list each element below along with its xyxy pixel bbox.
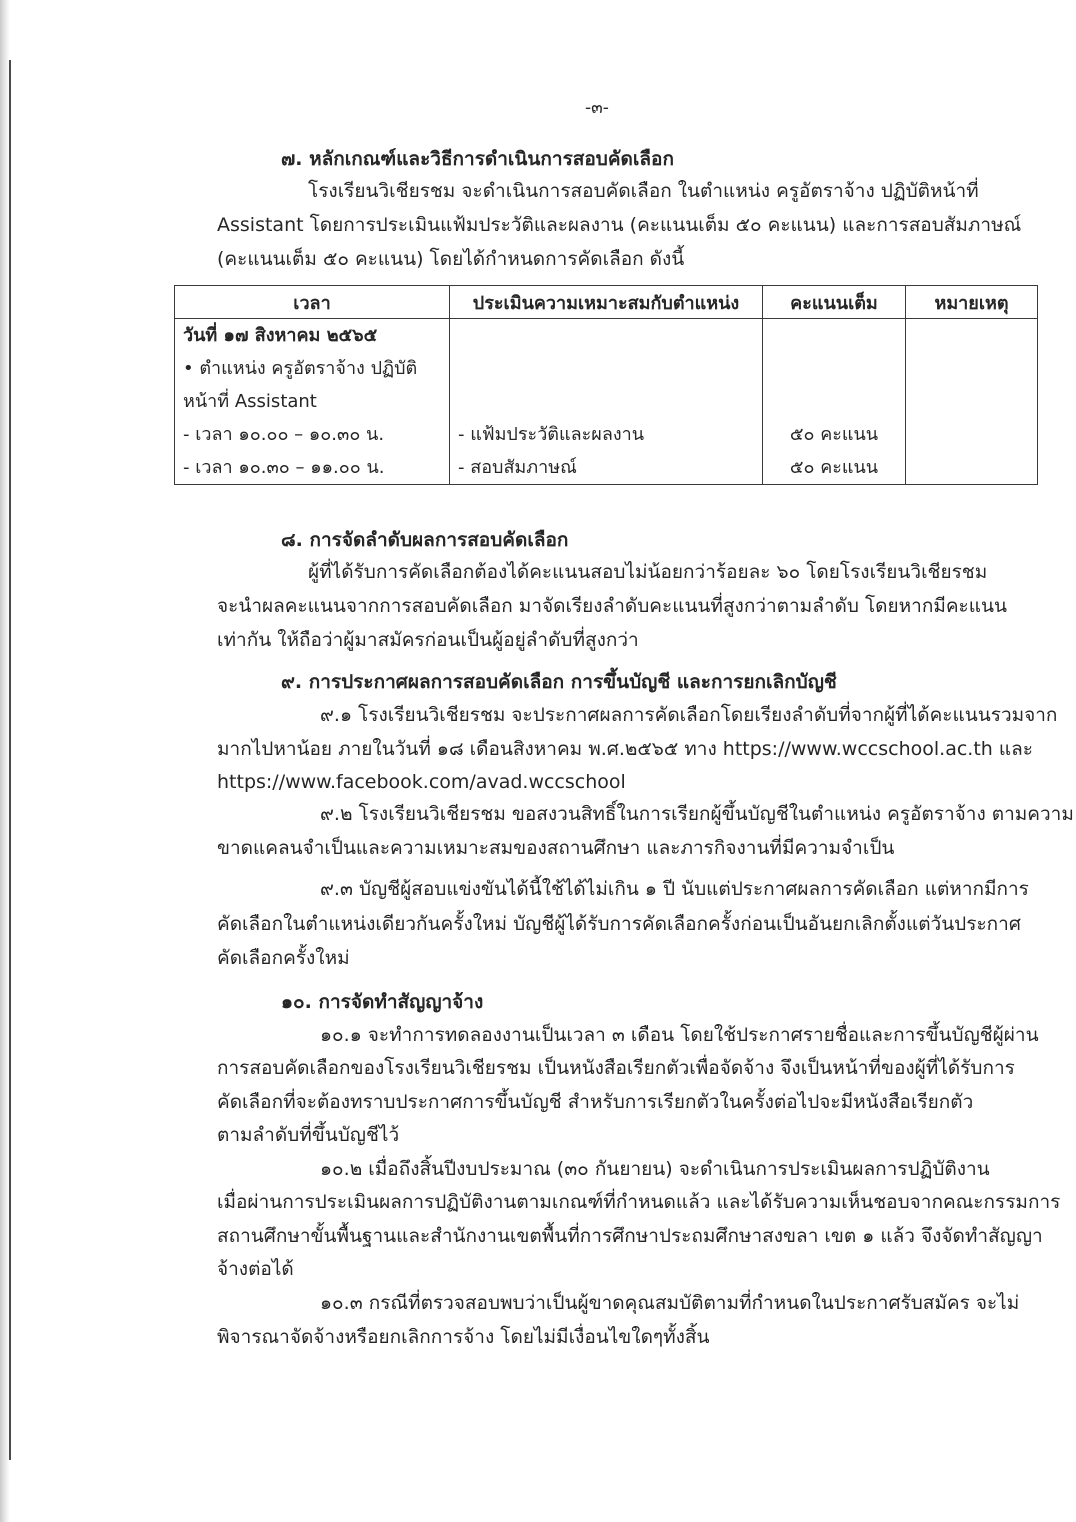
header-time: เวลา: [175, 286, 450, 319]
section10-heading: ๑๐. การจัดทำสัญญาจ้าง: [281, 991, 484, 1013]
section8-line: ผู้ที่ได้รับการคัดเลือกต้องได้คะแนนสอบไม่น้อยกว่าร้อยละ ๖๐ โดยโรงเรียนวิเชียรชม: [308, 561, 988, 583]
section7-line: (คะแนนเต็ม ๕๐ คะแนน) โดยได้กำหนดการคัดเลือก ดังนี้: [217, 248, 685, 270]
section8-heading: ๘. การจัดลำดับผลการสอบคัดเลือก: [281, 529, 569, 551]
section9-heading: ๙. การประกาศผลการสอบคัดเลือก การขึ้นบัญชี และการยกเลิกบัญชี: [281, 671, 837, 693]
section10-2-line: สถานศึกษาขั้นพื้นฐานและสำนักงานเขตพื้นที่การศึกษาประถมศึกษาสงขลา เขต ๑ แล้ว จึงจัดทำสัญญา: [217, 1225, 1043, 1247]
time-slot: - เวลา ๑๐.๐๐ – ๑๐.๓๐ น.: [183, 424, 385, 445]
full-score: ๕๐ คะแนน: [789, 457, 879, 478]
header-evaluation: ประเมินความเหมาะสมกับตำแหน่ง: [450, 286, 763, 319]
evaluation-item: - แฟ้มประวัติและผลงาน: [458, 424, 645, 445]
score-cell: [763, 319, 906, 485]
section10-1-line: คัดเลือกที่จะต้องทราบประกาศการขึ้นบัญชี สำหรับการเรียกตัวในครั้งต่อไปจะมีหนังสือเรียกตัว: [217, 1091, 974, 1113]
time-cell: [175, 319, 450, 485]
evaluation-cell: [450, 319, 763, 485]
section10-1-line: ตามลำดับที่ขึ้นบัญชีไว้: [217, 1124, 400, 1146]
evaluation-item: - สอบสัมภาษณ์: [458, 457, 577, 478]
section9-2-line: ๙.๒ โรงเรียนวิเชียรชม ขอสงวนสิทธิ์ในการเรียกผู้ขึ้นบัญชีในตำแหน่ง ครูอัตราจ้าง ตามความ: [320, 803, 1074, 825]
page-number: -๓-: [585, 98, 609, 118]
section8-line: จะนำผลคะแนนจากการสอบคัดเลือก มาจัดเรียงลำดับคะแนนที่สูงกว่าตามลำดับ โดยหากมีคะแนน: [217, 595, 1007, 617]
section9-2-line: ขาดแคลนจำเป็นและความเหมาะสมของสถานศึกษา และภารกิจงานที่มีความจำเป็น: [217, 837, 895, 859]
page-shadow: [9, 60, 11, 1460]
schedule-table: [174, 285, 1038, 485]
position-line: หน้าที่ Assistant: [183, 391, 317, 412]
section9-3-line: ๙.๓ บัญชีผู้สอบแข่งขันได้นี้ใช้ได้ไม่เกิน ๑ ปี นับแต่ประกาศผลการคัดเลือก แต่หากมีการ: [320, 878, 1029, 900]
section7-line: โรงเรียนวิเชียรชม จะดำเนินการสอบคัดเลือก ในตำแหน่ง ครูอัตราจ้าง ปฏิบัติหน้าที่: [308, 180, 979, 202]
section9-1-line: ๙.๑ โรงเรียนวิเชียรชม จะประกาศผลการคัดเลือกโดยเรียงลำดับที่จากผู้ที่ได้คะแนนรวมจาก: [320, 704, 1058, 726]
section10-3-line: พิจารณาจัดจ้างหรือยกเลิกการจ้าง โดยไม่มีเงื่อนไขใดๆทั้งสิ้น: [217, 1326, 710, 1348]
section9-3-line: คัดเลือกในตำแหน่งเดียวกันครั้งใหม่ บัญชีผู้ได้รับการคัดเลือกครั้งก่อนเป็นอันยกเลิกตั้งแต่วันประกาศ: [217, 913, 1021, 935]
table-row: [175, 319, 1038, 485]
section7-line: Assistant โดยการประเมินแฟ้มประวัติและผลงาน (คะแนนเต็ม ๕๐ คะแนน) และการสอบสัมภาษณ์: [217, 214, 1022, 236]
section8-line: เท่ากัน ให้ถือว่าผู้มาสมัครก่อนเป็นผู้อยู่ลำดับที่สูงกว่า: [217, 629, 639, 651]
schedule-date: วันที่ ๑๗ สิงหาคม ๒๕๖๕: [183, 325, 378, 346]
section9-1-line: มากไปหาน้อย ภายในวันที่ ๑๘ เดือนสิงหาคม พ.ศ.๒๕๖๕ ทาง https://www.wccschool.ac.th และ: [217, 738, 1033, 760]
time-slot: - เวลา ๑๐.๓๐ – ๑๑.๐๐ น.: [183, 457, 385, 478]
position-line: • ตำแหน่ง ครูอัตราจ้าง ปฏิบัติ: [183, 358, 418, 379]
section10-1-line: ๑๐.๑ จะทำการทดลองงานเป็นเวลา ๓ เดือน โดยใช้ประกาศรายชื่อและการขึ้นบัญชีผู้ผ่าน: [320, 1024, 1039, 1046]
header-note: หมายเหตุ: [906, 286, 1038, 319]
section10-2-line: จ้างต่อได้: [217, 1258, 294, 1280]
full-score: ๕๐ คะแนน: [789, 424, 879, 445]
section10-1-line: การสอบคัดเลือกของโรงเรียนวิเชียรชม เป็นหนังสือเรียกตัวเพื่อจัดจ้าง จึงเป็นหน้าที่ของผู้ที่ได้รับการ: [217, 1057, 1015, 1079]
section9-3-line: คัดเลือกครั้งใหม่: [217, 947, 350, 969]
section7-heading: ๗. หลักเกณฑ์และวิธีการดำเนินการสอบคัดเลือก: [281, 148, 674, 170]
header-full-score: คะแนนเต็ม: [763, 286, 906, 319]
section9-1-line: https://www.facebook.com/avad.wccschool: [217, 771, 626, 793]
section10-3-line: ๑๐.๓ กรณีที่ตรวจสอบพบว่าเป็นผู้ขาดคุณสมบัติตามที่กำหนดในประกาศรับสมัคร จะไม่: [320, 1292, 1020, 1314]
section10-2-line: เมื่อผ่านการประเมินผลการปฏิบัติงานตามเกณฑ์ที่กำหนดแล้ว และได้รับความเห็นชอบจากคณะกรรมการ: [217, 1191, 1061, 1213]
table-header-row: [175, 286, 1038, 319]
note-cell: [906, 319, 1038, 485]
section10-2-line: ๑๐.๒ เมื่อถึงสิ้นปีงบประมาณ (๓๐ กันยายน) จะดำเนินการประเมินผลการปฏิบัติงาน: [320, 1158, 990, 1180]
